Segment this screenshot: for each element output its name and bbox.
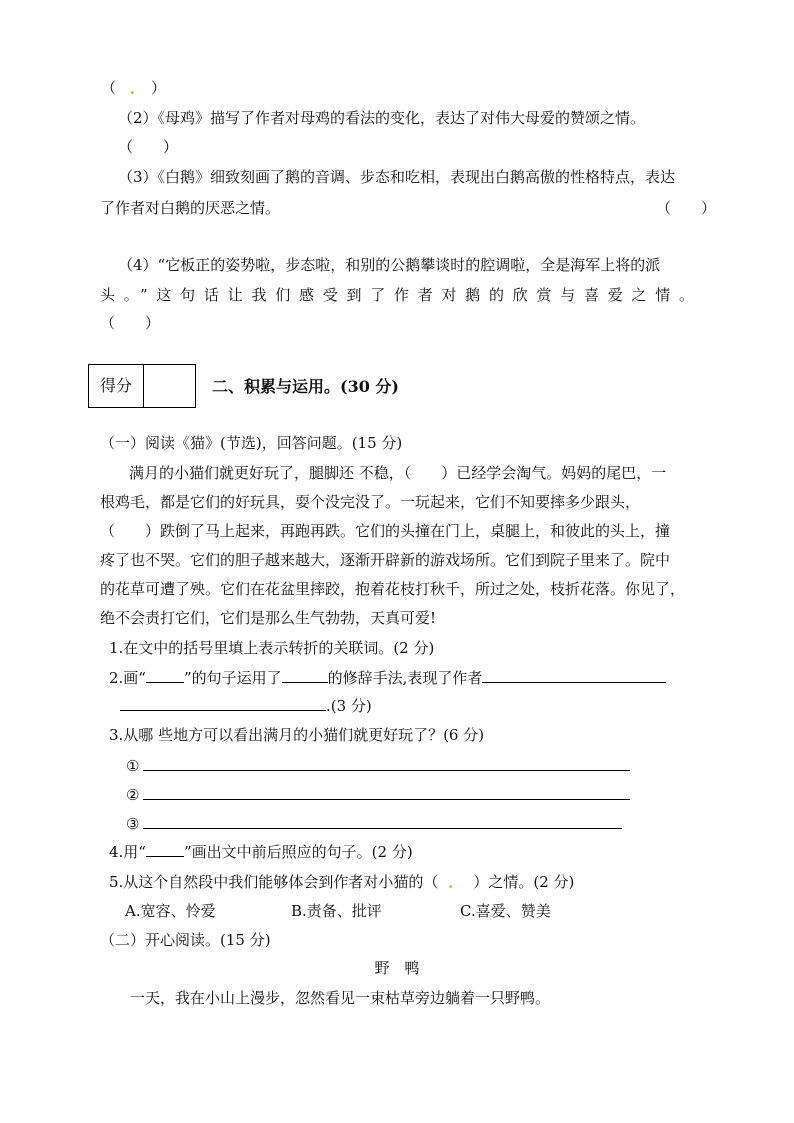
judge-question-3-line2: 了作者对白鹅的厌恶之情。 [100,199,281,217]
underline-sample [146,842,184,857]
score-box [88,364,196,408]
passage-line-3: （ ）跌倒了马上起来，再跑再跌。它们的头撞在门上，桌腿上，和彼此的头上，撞 [100,522,671,540]
answer-marker-1: ① [126,757,140,775]
section-title: 二、积累与运用。(30 分) [212,377,399,396]
option-c[interactable]: C.喜爱、赞美 [460,902,551,920]
accent-dot: ． [130,79,146,97]
answer-marker-2: ② [126,786,140,804]
question-2-points: .(3 分) [326,697,372,715]
passage-line-5: 的花草可遭了殃。它们在花盆里摔跤，抱着花枝打秋千，所过之处，枝折花落。你见了， [100,580,686,598]
accent-dot: ． [448,873,464,891]
author-feeling-blank[interactable] [482,668,666,683]
answer-line-2[interactable] [143,799,630,800]
judge-question-4-line2: 头。”这句话让我们感受到了作者对鹅的欣赏与喜爱之情。 [100,286,694,304]
score-label: 得分 [89,365,144,407]
passage-line-1: 满月的小猫们就更好玩了，腿脚还 不稳，（ ）已经学会淘气。妈妈的尾巴，一 [129,464,667,482]
answer-line-1[interactable] [143,770,630,771]
question-2-answer-line[interactable] [120,710,326,711]
judge-question-2: （2）《母鸡》描写了作者对母鸡的看法的变化，表达了对伟大母爱的赞颂之情。 [118,109,646,127]
judge-question-3-line1: （3）《白鹅》细致刻画了鹅的音调、步态和吃相，表现出白鹅高傲的性格特点，表达 [118,168,676,186]
answer-marker-3: ③ [126,815,140,833]
story-first-line: 一天，我在小山上漫步，忽然看见一束枯草旁边躺着一只野鸭。 [130,989,551,1007]
question-3: 3.从哪 些地方可以看出满月的小猫们就更好玩了？(6 分) [109,726,485,744]
q2-answer-bracket: （ ） [118,138,179,156]
q1-answer-bracket: （ ． ） [101,79,167,97]
passage-line-4: 疼了也不哭。它们的胆子越来越大，逐渐开辟新的游戏场所。它们到院子里来了。院中 [100,551,671,569]
question-2: 2.画“ ”的句子运用了 的修辞手法,表现了作者 [109,668,666,688]
underline-blank[interactable] [146,668,184,683]
reading-1-title: （一）阅读《猫》(节选)，回答问题。(15 分) [100,434,403,452]
answer-line-3[interactable] [143,828,622,829]
story-title: 野 鸭 [374,959,420,977]
judge-question-4-line1: （4）“它板正的姿势啦，步态啦，和别的公鹅攀谈时的腔调啦，全是海军上将的派 [118,256,661,274]
q4-answer-bracket: （ ） [100,314,161,332]
question-1: 1.在文中的括号里填上表示转折的关联词。(2 分) [109,639,435,657]
passage-line-6: 绝不会责打它们，它们是那么生气勃勃，天真可爱! [100,609,437,627]
question-5: 5.从这个自然段中我们能够体会到作者对小猫的（ ． ）之情。(2 分) [109,873,575,891]
rhetoric-blank[interactable] [282,668,328,683]
passage-line-2: 根鸡毛，都是它们的好玩具，耍个没完没了。一玩起来，它们不知要摔多少跟头， [100,493,641,511]
q3-answer-bracket: （ ） [656,199,717,217]
option-a[interactable]: A.宽容、怜爱 [125,902,216,920]
question-4: 4.用“ ”画出文中前后照应的句子。(2 分) [109,843,413,861]
option-b[interactable]: B.责备、批评 [291,902,382,920]
reading-2-title: （二）开心阅读。(15 分) [100,931,271,949]
